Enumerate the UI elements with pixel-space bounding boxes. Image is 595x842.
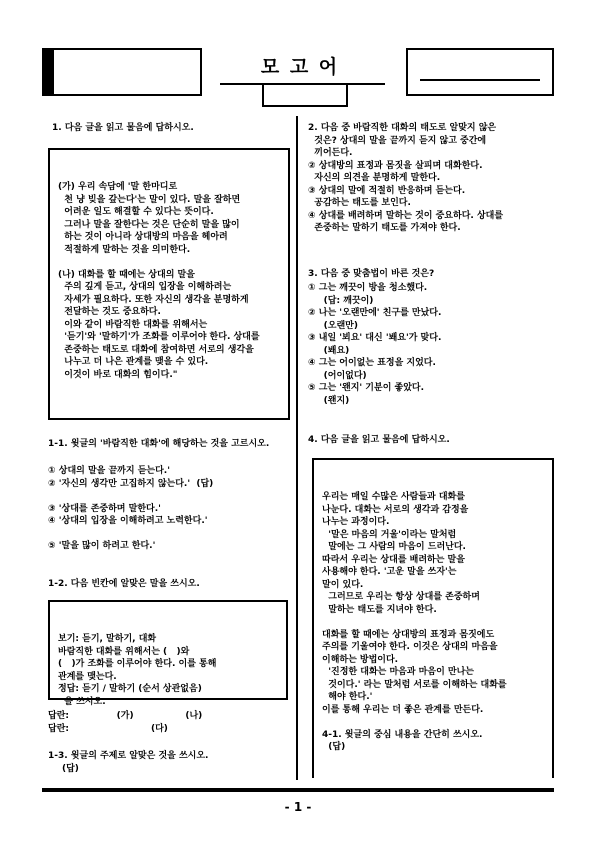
question-line: ③ 상대의 말에 적절히 반응하며 듣는다.: [308, 185, 466, 196]
header-right-line: [420, 79, 540, 81]
option-item: ④ '상대의 입장을 이해하려고 노력한다.': [48, 516, 208, 526]
answer-box: [48, 600, 288, 707]
option-item: [48, 528, 292, 541]
passage-line: 우리는 매일 수많은 사람들과 대화를: [322, 492, 465, 502]
passage-line: 따라서 우리는 상대를 배려하는 말을: [322, 554, 465, 565]
passage-line: 자세가 필요하다. 또한 자신의 생각을 분명하게: [58, 294, 249, 305]
answer-box-line: ( )가 조화를 이루어야 한다. 이를 통해: [58, 659, 217, 669]
passage-line: 주의 깊게 듣고, 상대의 입장을 이해하려는: [58, 282, 232, 292]
option-item: ④ 그는 어이없는 표정을 지었다.: [308, 358, 436, 368]
blank-cell[interactable]: 답란:: [48, 711, 69, 721]
passage-right-text: [322, 491, 544, 754]
question-line: ② 상대방의 표정과 몸짓을 살피며 대화한다.: [308, 160, 483, 171]
question-line: 끼어든다.: [308, 148, 353, 158]
passage-line: 나눈다. 대화는 서로의 생각과 감정을: [322, 504, 469, 515]
answer-box-line: 관계를 맺는다.: [58, 671, 117, 682]
passage-line: 적절하게 말하는 것을 의미한다.: [58, 244, 191, 255]
bottom-rule: [42, 788, 554, 792]
question-1-options: [48, 465, 292, 553]
answer-blanks: [48, 710, 248, 735]
answer-box-line: 보기: 듣기, 말하기, 대화: [58, 634, 157, 644]
blank-cell[interactable]: (가): [116, 711, 134, 721]
passage-line: 말하는 태도를 지녀야 한다.: [322, 604, 437, 615]
passage-line: (가) 우리 속담에 '말 한마디로: [58, 182, 178, 192]
blank-cell[interactable]: (나): [185, 711, 203, 721]
answer-box-line: 정답: 듣기 / 말하기 (순서 상관없음): [58, 684, 202, 694]
header-black-bar: [42, 48, 52, 96]
option-item: (봬요): [308, 345, 350, 356]
option-item: ② '자신의 생각만 고집하지 않는다.' (답): [48, 478, 214, 489]
header-left-box: [52, 48, 202, 96]
option-item: (답: 깨끗이): [308, 295, 374, 306]
passage-box-right: [312, 458, 554, 778]
answer-box-line: 을 쓰시오.: [58, 696, 106, 707]
passage-line: 그러나 말을 잘한다는 것은 단순히 말을 많이: [58, 219, 240, 230]
option-item: ① 상대의 말을 끝까지 듣는다.': [48, 466, 170, 476]
question-3: 1-3. 윗글의 주제로 알맞은 것을 쓰시오.: [48, 751, 209, 761]
blank-row: [48, 723, 248, 736]
question-intro: 1. 다음 글을 읽고 물음에 답하시오.: [52, 123, 194, 133]
passage-line: 이와 같이 바람직한 대화를 위해서는: [58, 319, 208, 330]
question-line: 자신의 의견을 분명하게 말한다.: [308, 173, 441, 183]
option-item: ② 나는 '오랜만에' 친구를 만났다.: [308, 308, 442, 318]
passage-line: 이를 통해 우리는 더 좋은 관계를 만든다.: [322, 704, 484, 715]
blank-cell[interactable]: 답란:: [48, 723, 69, 734]
passage-line: 사용해야 한다. '고운 말을 쓰자'는: [322, 567, 457, 577]
passage-line: [58, 256, 280, 269]
page-number: - 1 -: [284, 800, 312, 814]
option-item: [48, 490, 292, 503]
passage-line: 이해하는 방법이다.: [322, 654, 399, 665]
passage-line: 주의를 기울여야 한다. 이것은 상대의 마음을: [322, 642, 498, 652]
question-3-right: 3. 다음 중 맞춤법이 바른 것은?: [308, 269, 435, 279]
passage-line: 4-1. 윗글의 중심 내용을 간단히 쓰시오.: [322, 729, 483, 740]
passage-line: (나) 대화를 할 때에는 상대의 말을: [58, 269, 195, 280]
passage-line: 것이다.' 라는 말처럼 서로를 이해하는 대화를: [322, 679, 507, 690]
question-2-block: [308, 122, 554, 235]
passage-line: 나누는 과정이다.: [322, 517, 390, 527]
passage-line: [322, 716, 544, 729]
passage-line: 전달하는 것도 중요하다.: [58, 307, 161, 317]
blank-cell[interactable]: (다): [151, 723, 168, 734]
passage-line: (답): [322, 742, 346, 752]
passage-line: 대화를 할 때에는 상대방의 표정과 몸짓에도: [322, 629, 495, 640]
option-item: ⑤ 그는 '왠지' 기분이 좋았다.: [308, 383, 425, 393]
option-item: ⑤ '말을 많이 하려고 한다.': [48, 541, 156, 551]
blank-row: [48, 710, 248, 723]
passage-line: 그러므로 우리는 항상 상대를 존중하며: [322, 592, 480, 602]
column-divider: [296, 116, 298, 780]
question-line: 것은? 상대의 말을 끝까지 듣지 않고 중간에: [308, 135, 487, 146]
passage-line: 말에는 그 사람의 마음이 드러난다.: [322, 542, 466, 552]
passage-line: 존중하는 태도로 대화에 참여하면 서로의 생각을: [58, 344, 254, 355]
option-item: (어이없다): [308, 370, 367, 381]
header-right-box: [406, 48, 554, 96]
passage-line: 말이 있다.: [322, 579, 364, 590]
option-item: ③ 내일 '뵈요' 대신 '봬요'가 맞다.: [308, 333, 442, 343]
question-2: 1-2. 다음 빈칸에 알맞은 말을 쓰시오.: [48, 579, 200, 589]
passage-line: '듣기'와 '말하기'가 조화를 이루어야 한다. 상대를: [58, 332, 260, 342]
question-line: 2. 다음 중 바람직한 대화의 태도로 알맞지 않은: [308, 123, 497, 133]
answer-box-text: [58, 633, 278, 708]
passage-line: 이것이 바로 대화의 힘이다.": [58, 369, 178, 380]
option-item: (오랜만): [308, 320, 358, 331]
question-1: 1-1. 윗글의 '바람직한 대화'에 해당하는 것을 고르시오.: [48, 439, 270, 449]
passage-line: [322, 616, 544, 629]
question-line: 공감하는 태도를 보인다.: [308, 198, 411, 208]
passage-line: 어려운 일도 해결할 수 있다는 뜻이다.: [58, 207, 214, 217]
option-item: (왠지): [308, 395, 350, 406]
passage-line: '진정한 대화는 마음과 마음이 만나는: [322, 667, 474, 677]
title-subbox: [262, 85, 348, 107]
question-3-options: [308, 282, 554, 407]
question-3-answer: (답): [62, 764, 79, 774]
passage-line: 하는 것이 아니라 상대방의 마음을 헤아려: [58, 232, 228, 242]
page-title: 모 고 어: [260, 56, 340, 78]
question-line: 존중하는 말하기 태도를 가져야 한다.: [308, 223, 461, 233]
passage-box: [48, 148, 290, 420]
passage-line: 해야 한다.': [322, 692, 373, 702]
answer-box-line: 바람직한 대화를 위해서는 ( )와: [58, 646, 190, 657]
question-4: 4. 다음 글을 읽고 물음에 답하시오.: [308, 435, 450, 445]
passage-line: 천 냥 빚을 갚는다'는 말이 있다. 말을 잘하면: [58, 194, 241, 205]
option-item: ③ '상대를 존중하며 말한다.': [48, 503, 161, 514]
passage-line: '말은 마음의 거울'이라는 말처럼: [322, 529, 457, 540]
question-line: ④ 상대를 배려하며 말하는 것이 중요하다. 상대를: [308, 210, 504, 221]
option-item: ① 그는 깨끗이 방을 청소했다.: [308, 283, 428, 293]
passage-text: [58, 181, 280, 381]
passage-line: 나누고 더 나은 관계를 맺을 수 있다.: [58, 357, 209, 367]
